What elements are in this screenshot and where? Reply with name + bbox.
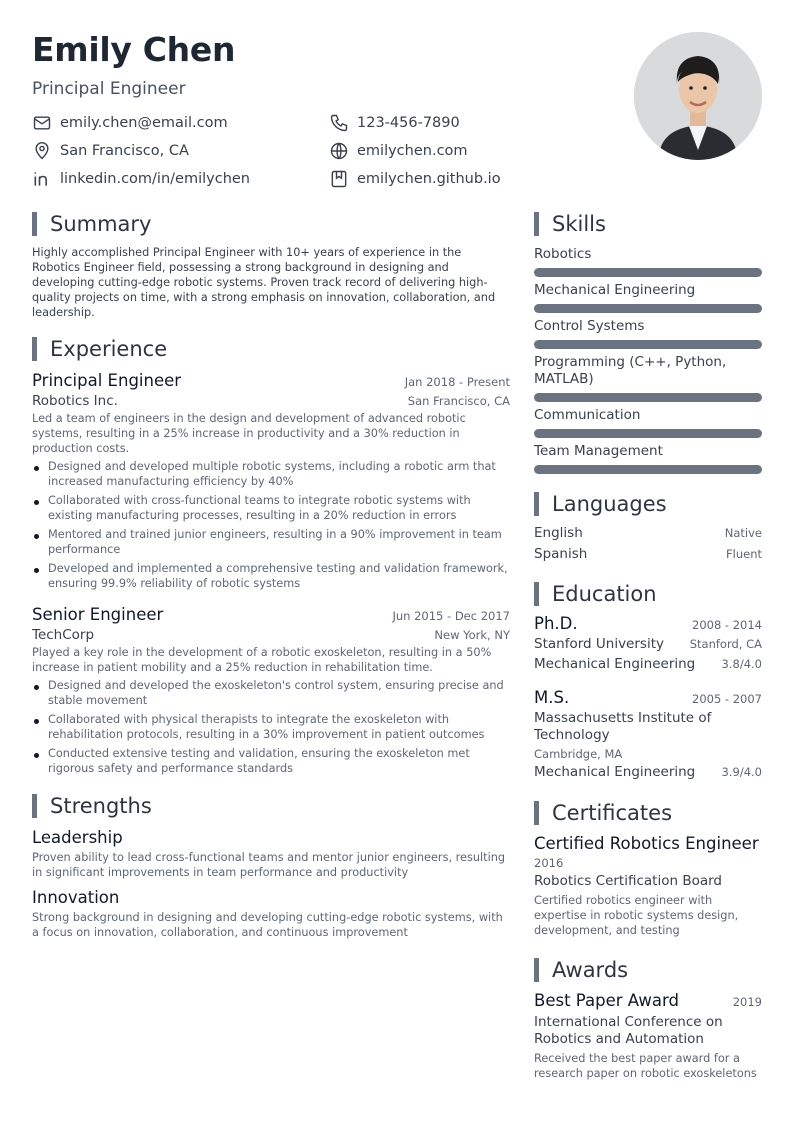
section-title: Education <box>552 582 657 606</box>
right-column <box>534 210 762 1081</box>
skill-item <box>534 354 762 402</box>
location-pin-icon <box>32 141 52 161</box>
section-title: Experience <box>50 337 168 361</box>
language-item <box>534 525 762 541</box>
job-company: TechCorp <box>32 627 95 643</box>
left-column <box>32 210 510 940</box>
skill-item <box>534 318 762 349</box>
certificate-description: Certified robotics engineer with expertise in robotic systems design, development, and testing <box>534 894 739 937</box>
job-location: San Francisco, CA <box>407 394 510 408</box>
language-name: English <box>534 525 583 541</box>
strength-title: Leadership <box>32 828 123 847</box>
skill-level-bar <box>534 268 762 277</box>
degree: Ph.D. <box>534 614 578 633</box>
section-accent-bar <box>534 492 539 516</box>
school-name: Massachusetts Institute of Technology <box>534 710 712 743</box>
section-title: Certificates <box>552 801 673 825</box>
section-strengths <box>32 792 510 820</box>
website-text: emilychen.com <box>357 143 468 159</box>
job-title: Senior Engineer <box>32 605 164 624</box>
gpa: 3.9/4.0 <box>721 765 762 779</box>
skill-name: Control Systems <box>534 318 645 334</box>
section-accent-bar <box>534 958 539 982</box>
field-of-study: Mechanical Engineering <box>534 656 696 672</box>
section-skills <box>534 210 762 238</box>
section-title: Summary <box>50 212 152 236</box>
skill-name: Team Management <box>534 443 663 459</box>
bullet-item: Mentored and trained junior engineers, resulting in a 90% improvement in team performance <box>32 527 510 557</box>
job-description: Led a team of engineers in the design and development of advanced robotic systems, resulting in a 25% increase in productivity and a 30% reduction in production costs. <box>32 412 466 455</box>
strength-description: Strong background in designing and developing cutting-edge robotic systems, with a focus on innovation, collaboration, and continuous improvement <box>32 911 503 939</box>
strength-item <box>32 888 510 940</box>
gpa: 3.8/4.0 <box>721 657 762 671</box>
job-company: Robotics Inc. <box>32 393 118 409</box>
globe-icon <box>329 141 349 161</box>
bullet-item: Developed and implemented a comprehensive testing and validation framework, ensuring 99.9% reliability of robotic systems <box>32 561 510 591</box>
skill-item <box>534 246 762 277</box>
strength-description: Proven ability to lead cross-functional teams and mentor junior engineers, resulting in significant improvements in team performance and productivity <box>32 851 506 879</box>
section-accent-bar <box>534 212 539 236</box>
award-item <box>534 990 762 1081</box>
candidate-title: Principal Engineer <box>32 79 186 99</box>
location-text: San Francisco, CA <box>60 143 189 159</box>
skill-level-bar <box>534 340 762 349</box>
education-dates: 2008 - 2014 <box>692 618 762 632</box>
section-title: Awards <box>552 958 629 982</box>
skill-level-bar <box>534 429 762 438</box>
school-name: Stanford University <box>534 636 664 652</box>
bullet-item: Conducted extensive testing and validation, ensuring the exoskeleton met rigorous safety and performance standards <box>32 746 510 776</box>
contact-github[interactable] <box>329 169 501 189</box>
job-bullets <box>32 459 510 591</box>
linkedin-icon <box>32 169 52 189</box>
section-accent-bar <box>534 582 539 606</box>
experience-item <box>32 371 510 591</box>
skill-name: Mechanical Engineering <box>534 282 696 298</box>
job-description: Played a key role in the development of a robotic exoskeleton, resulting in a 50% increase in patient mobility and a 25% reduction in rehabilitation time. <box>32 646 492 674</box>
section-accent-bar <box>32 212 37 236</box>
award-title: Best Paper Award <box>534 991 679 1010</box>
skills-list <box>534 246 762 474</box>
skill-name: Programming (C++, Python, MATLAB) <box>534 354 727 387</box>
school-location: Cambridge, MA <box>534 747 623 761</box>
email-text: emily.chen@email.com <box>60 115 228 131</box>
bullet-item: Collaborated with physical therapists to integrate the exoskeleton with rehabilitation protocols, resulting in a 30% improvement in patient outcomes <box>32 712 510 742</box>
skill-level-bar <box>534 393 762 402</box>
contact-phone[interactable] <box>329 113 460 133</box>
strength-item <box>32 828 510 880</box>
certificate-item <box>534 833 762 938</box>
linkedin-text: linkedin.com/in/emilychen <box>60 171 250 187</box>
section-title: Languages <box>552 492 667 516</box>
contact-linkedin[interactable] <box>32 169 250 189</box>
certificate-title: Certified Robotics Engineer <box>534 834 759 853</box>
certificate-issuer: Robotics Certification Board <box>534 873 723 889</box>
contact-email[interactable] <box>32 113 228 133</box>
section-certificates <box>534 799 762 827</box>
contact-location <box>32 141 189 161</box>
language-level: Native <box>724 526 762 540</box>
phone-icon <box>329 113 349 133</box>
section-title: Strengths <box>50 794 152 818</box>
section-languages <box>534 490 762 518</box>
language-item <box>534 546 762 562</box>
profile-photo <box>634 32 762 160</box>
section-education <box>534 580 762 608</box>
section-summary <box>32 210 510 238</box>
award-year: 2019 <box>732 995 762 1009</box>
skill-item <box>534 282 762 313</box>
education-dates: 2005 - 2007 <box>692 692 762 706</box>
job-title: Principal Engineer <box>32 371 182 390</box>
experience-item <box>32 605 510 776</box>
skill-level-bar <box>534 465 762 474</box>
language-level: Fluent <box>726 547 762 561</box>
github-text: emilychen.github.io <box>357 171 501 187</box>
candidate-name: Emily Chen <box>32 30 236 69</box>
award-organization: International Conference on Robotics and Automation <box>534 1014 723 1047</box>
skill-item <box>534 407 762 438</box>
bullet-item: Designed and developed multiple robotic systems, including a robotic arm that increased manufacturing efficiency by 40% <box>32 459 510 489</box>
bookmark-icon <box>329 169 349 189</box>
bullet-item: Collaborated with cross-functional teams to integrate robotic systems with existing manufacturing processes, resulting in a 20% reduction in errors <box>32 493 510 523</box>
skill-name: Robotics <box>534 246 592 262</box>
education-item <box>534 688 762 781</box>
section-experience <box>32 335 510 363</box>
contact-website[interactable] <box>329 141 468 161</box>
section-accent-bar <box>534 801 539 825</box>
language-name: Spanish <box>534 546 588 562</box>
skill-level-bar <box>534 304 762 313</box>
phone-text: 123-456-7890 <box>357 115 460 131</box>
bullet-item: Designed and developed the exoskeleton's control system, ensuring precise and stable movement <box>32 678 510 708</box>
job-bullets <box>32 678 510 776</box>
job-dates: Jun 2015 - Dec 2017 <box>392 609 510 623</box>
skill-item <box>534 443 762 474</box>
section-awards <box>534 956 762 984</box>
certificate-year: 2016 <box>534 856 564 870</box>
school-location: Stanford, CA <box>689 637 762 651</box>
job-location: New York, NY <box>434 628 510 642</box>
section-accent-bar <box>32 794 37 818</box>
award-description: Received the best paper award for a research paper on robotic exoskeletons <box>534 1052 757 1080</box>
education-item <box>534 614 762 673</box>
skill-name: Communication <box>534 407 641 423</box>
field-of-study: Mechanical Engineering <box>534 764 696 780</box>
summary-text: Highly accomplished Principal Engineer with 10+ years of experience in the Robotics Engineer field, possessing a strong background in designing and developing cutting-edge robotic systems. Proven track record of delivering high-quality projects on time, with a strong emphasis on innovation, collaboration, and leadership. <box>32 246 496 319</box>
mail-icon <box>32 113 52 133</box>
strength-title: Innovation <box>32 888 120 907</box>
job-dates: Jan 2018 - Present <box>404 375 510 389</box>
degree: M.S. <box>534 688 570 707</box>
section-accent-bar <box>32 337 37 361</box>
section-title: Skills <box>552 212 606 236</box>
